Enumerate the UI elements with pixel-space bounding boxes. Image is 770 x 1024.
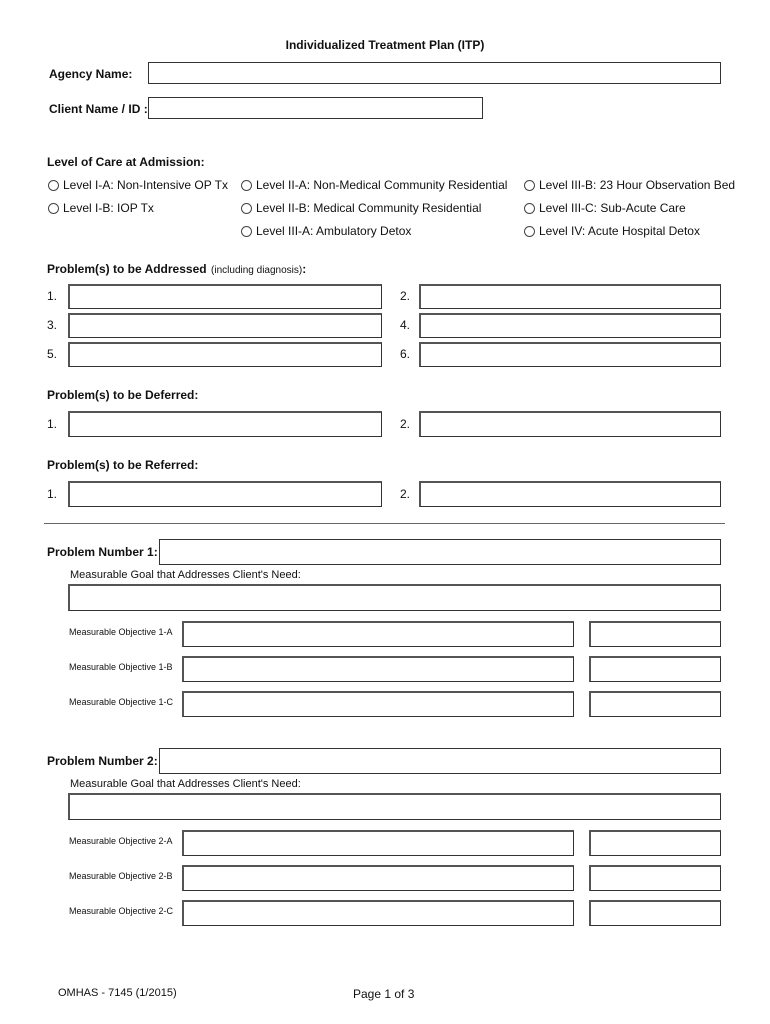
objective-1b-date-field[interactable] (589, 656, 721, 682)
objective-1c-field[interactable] (182, 691, 574, 717)
agency-name-label: Agency Name: (49, 67, 133, 81)
deferred-number-1: 1. (47, 417, 58, 431)
label-level-iii-a: Level III-A: Ambulatory Detox (256, 224, 412, 238)
objective-2b-label: Measurable Objective 2-B (69, 871, 173, 881)
radio-level-ii-a[interactable] (241, 180, 252, 191)
problem-1-field[interactable] (159, 539, 721, 565)
deferred-heading: Problem(s) to be Deferred: (47, 388, 199, 402)
referred-field-2[interactable] (419, 481, 721, 507)
client-name-field[interactable] (148, 97, 483, 119)
objective-2a-field[interactable] (182, 830, 574, 856)
radio-level-i-b[interactable] (48, 203, 59, 214)
referred-number-1: 1. (47, 487, 58, 501)
objective-2c-label: Measurable Objective 2-C (69, 906, 174, 916)
objective-1a-label: Measurable Objective 1-A (69, 627, 173, 637)
addressed-field-1[interactable] (68, 284, 382, 309)
objective-2c-field[interactable] (182, 900, 574, 926)
agency-name-field[interactable] (148, 62, 721, 84)
problem-2-label: Problem Number 2: (47, 754, 158, 768)
objective-2a-date-field[interactable] (589, 830, 721, 856)
radio-level-ii-b[interactable] (241, 203, 252, 214)
problem-2-field[interactable] (159, 748, 721, 774)
page-number: Page 1 of 3 (353, 987, 415, 1001)
addressed-number-3: 3. (47, 318, 58, 332)
problem-1-goal-field[interactable] (68, 584, 721, 611)
addressed-field-6[interactable] (419, 342, 721, 367)
problem-2-goal-field[interactable] (68, 793, 721, 820)
objective-1a-field[interactable] (182, 621, 574, 647)
radio-level-iv[interactable] (524, 226, 535, 237)
objective-2b-field[interactable] (182, 865, 574, 891)
objective-1c-date-field[interactable] (589, 691, 721, 717)
addressed-number-6: 6. (400, 347, 411, 361)
level-of-care-heading: Level of Care at Admission: (47, 155, 205, 169)
objective-2b-date-field[interactable] (589, 865, 721, 891)
problem-1-goal-label: Measurable Goal that Addresses Client's Need: (70, 569, 301, 581)
addressed-field-4[interactable] (419, 313, 721, 338)
addressed-number-1: 1. (47, 289, 58, 303)
label-level-i-b: Level I-B: IOP Tx (63, 201, 154, 215)
section-divider (44, 523, 725, 524)
objective-1b-field[interactable] (182, 656, 574, 682)
deferred-field-2[interactable] (419, 411, 721, 437)
addressed-field-3[interactable] (68, 313, 382, 338)
objective-2c-date-field[interactable] (589, 900, 721, 926)
radio-level-iii-c[interactable] (524, 203, 535, 214)
deferred-field-1[interactable] (68, 411, 382, 437)
client-name-label: Client Name / ID : (49, 102, 148, 116)
radio-level-iii-a[interactable] (241, 226, 252, 237)
referred-field-1[interactable] (68, 481, 382, 507)
deferred-number-2: 2. (400, 417, 411, 431)
addressed-heading: Problem(s) to be Addressed (including diagnosis): (47, 262, 307, 276)
referred-heading: Problem(s) to be Referred: (47, 458, 199, 472)
objective-2a-label: Measurable Objective 2-A (69, 836, 173, 846)
addressed-field-2[interactable] (419, 284, 721, 309)
addressed-number-5: 5. (47, 347, 58, 361)
addressed-field-5[interactable] (68, 342, 382, 367)
radio-level-iii-b[interactable] (524, 180, 535, 191)
label-level-ii-a: Level II-A: Non-Medical Community Residential (256, 178, 508, 192)
label-level-iii-b: Level III-B: 23 Hour Observation Bed (539, 178, 736, 192)
label-level-iii-c: Level III-C: Sub-Acute Care (539, 201, 686, 215)
label-level-iv: Level IV: Acute Hospital Detox (539, 224, 700, 238)
radio-level-i-a[interactable] (48, 180, 59, 191)
objective-1c-label: Measurable Objective 1-C (69, 697, 174, 707)
referred-number-2: 2. (400, 487, 411, 501)
page-title: Individualized Treatment Plan (ITP) (285, 38, 485, 52)
form-id: OMHAS - 7145 (1/2015) (58, 987, 177, 999)
problem-1-label: Problem Number 1: (47, 545, 158, 559)
objective-1b-label: Measurable Objective 1-B (69, 662, 173, 672)
label-level-ii-b: Level II-B: Medical Community Residential (256, 201, 482, 215)
addressed-number-2: 2. (400, 289, 411, 303)
label-level-i-a: Level I-A: Non-Intensive OP Tx (63, 178, 228, 192)
problem-2-goal-label: Measurable Goal that Addresses Client's Need: (70, 778, 301, 790)
addressed-number-4: 4. (400, 318, 411, 332)
objective-1a-date-field[interactable] (589, 621, 721, 647)
